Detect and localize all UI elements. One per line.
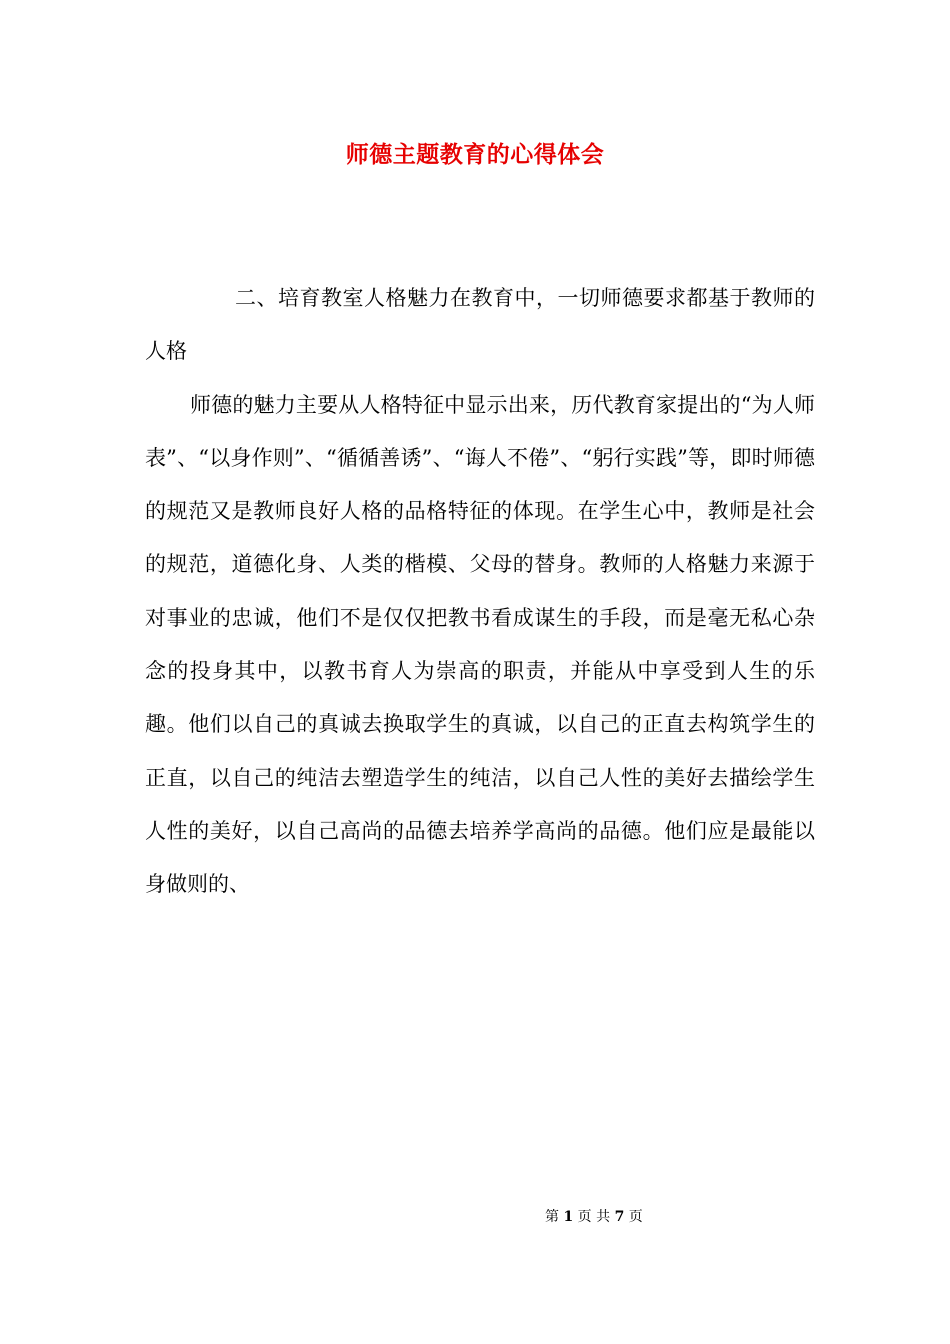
total-pages-number: 7: [614, 1209, 625, 1225]
section-heading: 二、培育教室人格魅力在教育中，一切师德要求都基于教师的人格: [145, 286, 815, 364]
footer-suffix: 页: [628, 1209, 643, 1225]
footer-prefix: 第: [545, 1209, 559, 1225]
footer-middle: 页 共: [577, 1209, 611, 1225]
body-paragraph: 师德的魅力主要从人格特征中显示出来，历代教育家提出的“为人师表”、“以身作则”、“循循善诱”、“诲人不倦”、“躬行实践”等，即时师德的规范又是教师良好人格的品格特征的体现。在学生心中，教师是社会的规范，道德化身、人类的楷模、父母的替身。教师的人格魅力来源于对事业的忠诚，他们不是仅仅把教书看成谋生的手段，而是毫无私心杂念的投身其中，以教书育人为崇高的职责，并能从中享受到人生的乐趣。他们以自己的真诚去换取学生的真诚，以自己的正直去构筑学生的正直，以自己的纯洁去塑造学生的纯洁，以自己人性的美好去描绘学生人性的美好，以自己高尚的品德去培养学高尚的品德。他们应是最能以身做则的、: [145, 392, 815, 897]
page-title: 师德主题教育的心得体会: [345, 142, 605, 168]
page-number-label: [545, 1207, 643, 1227]
current-page-number: 1: [563, 1209, 574, 1225]
document-body: [145, 272, 815, 912]
